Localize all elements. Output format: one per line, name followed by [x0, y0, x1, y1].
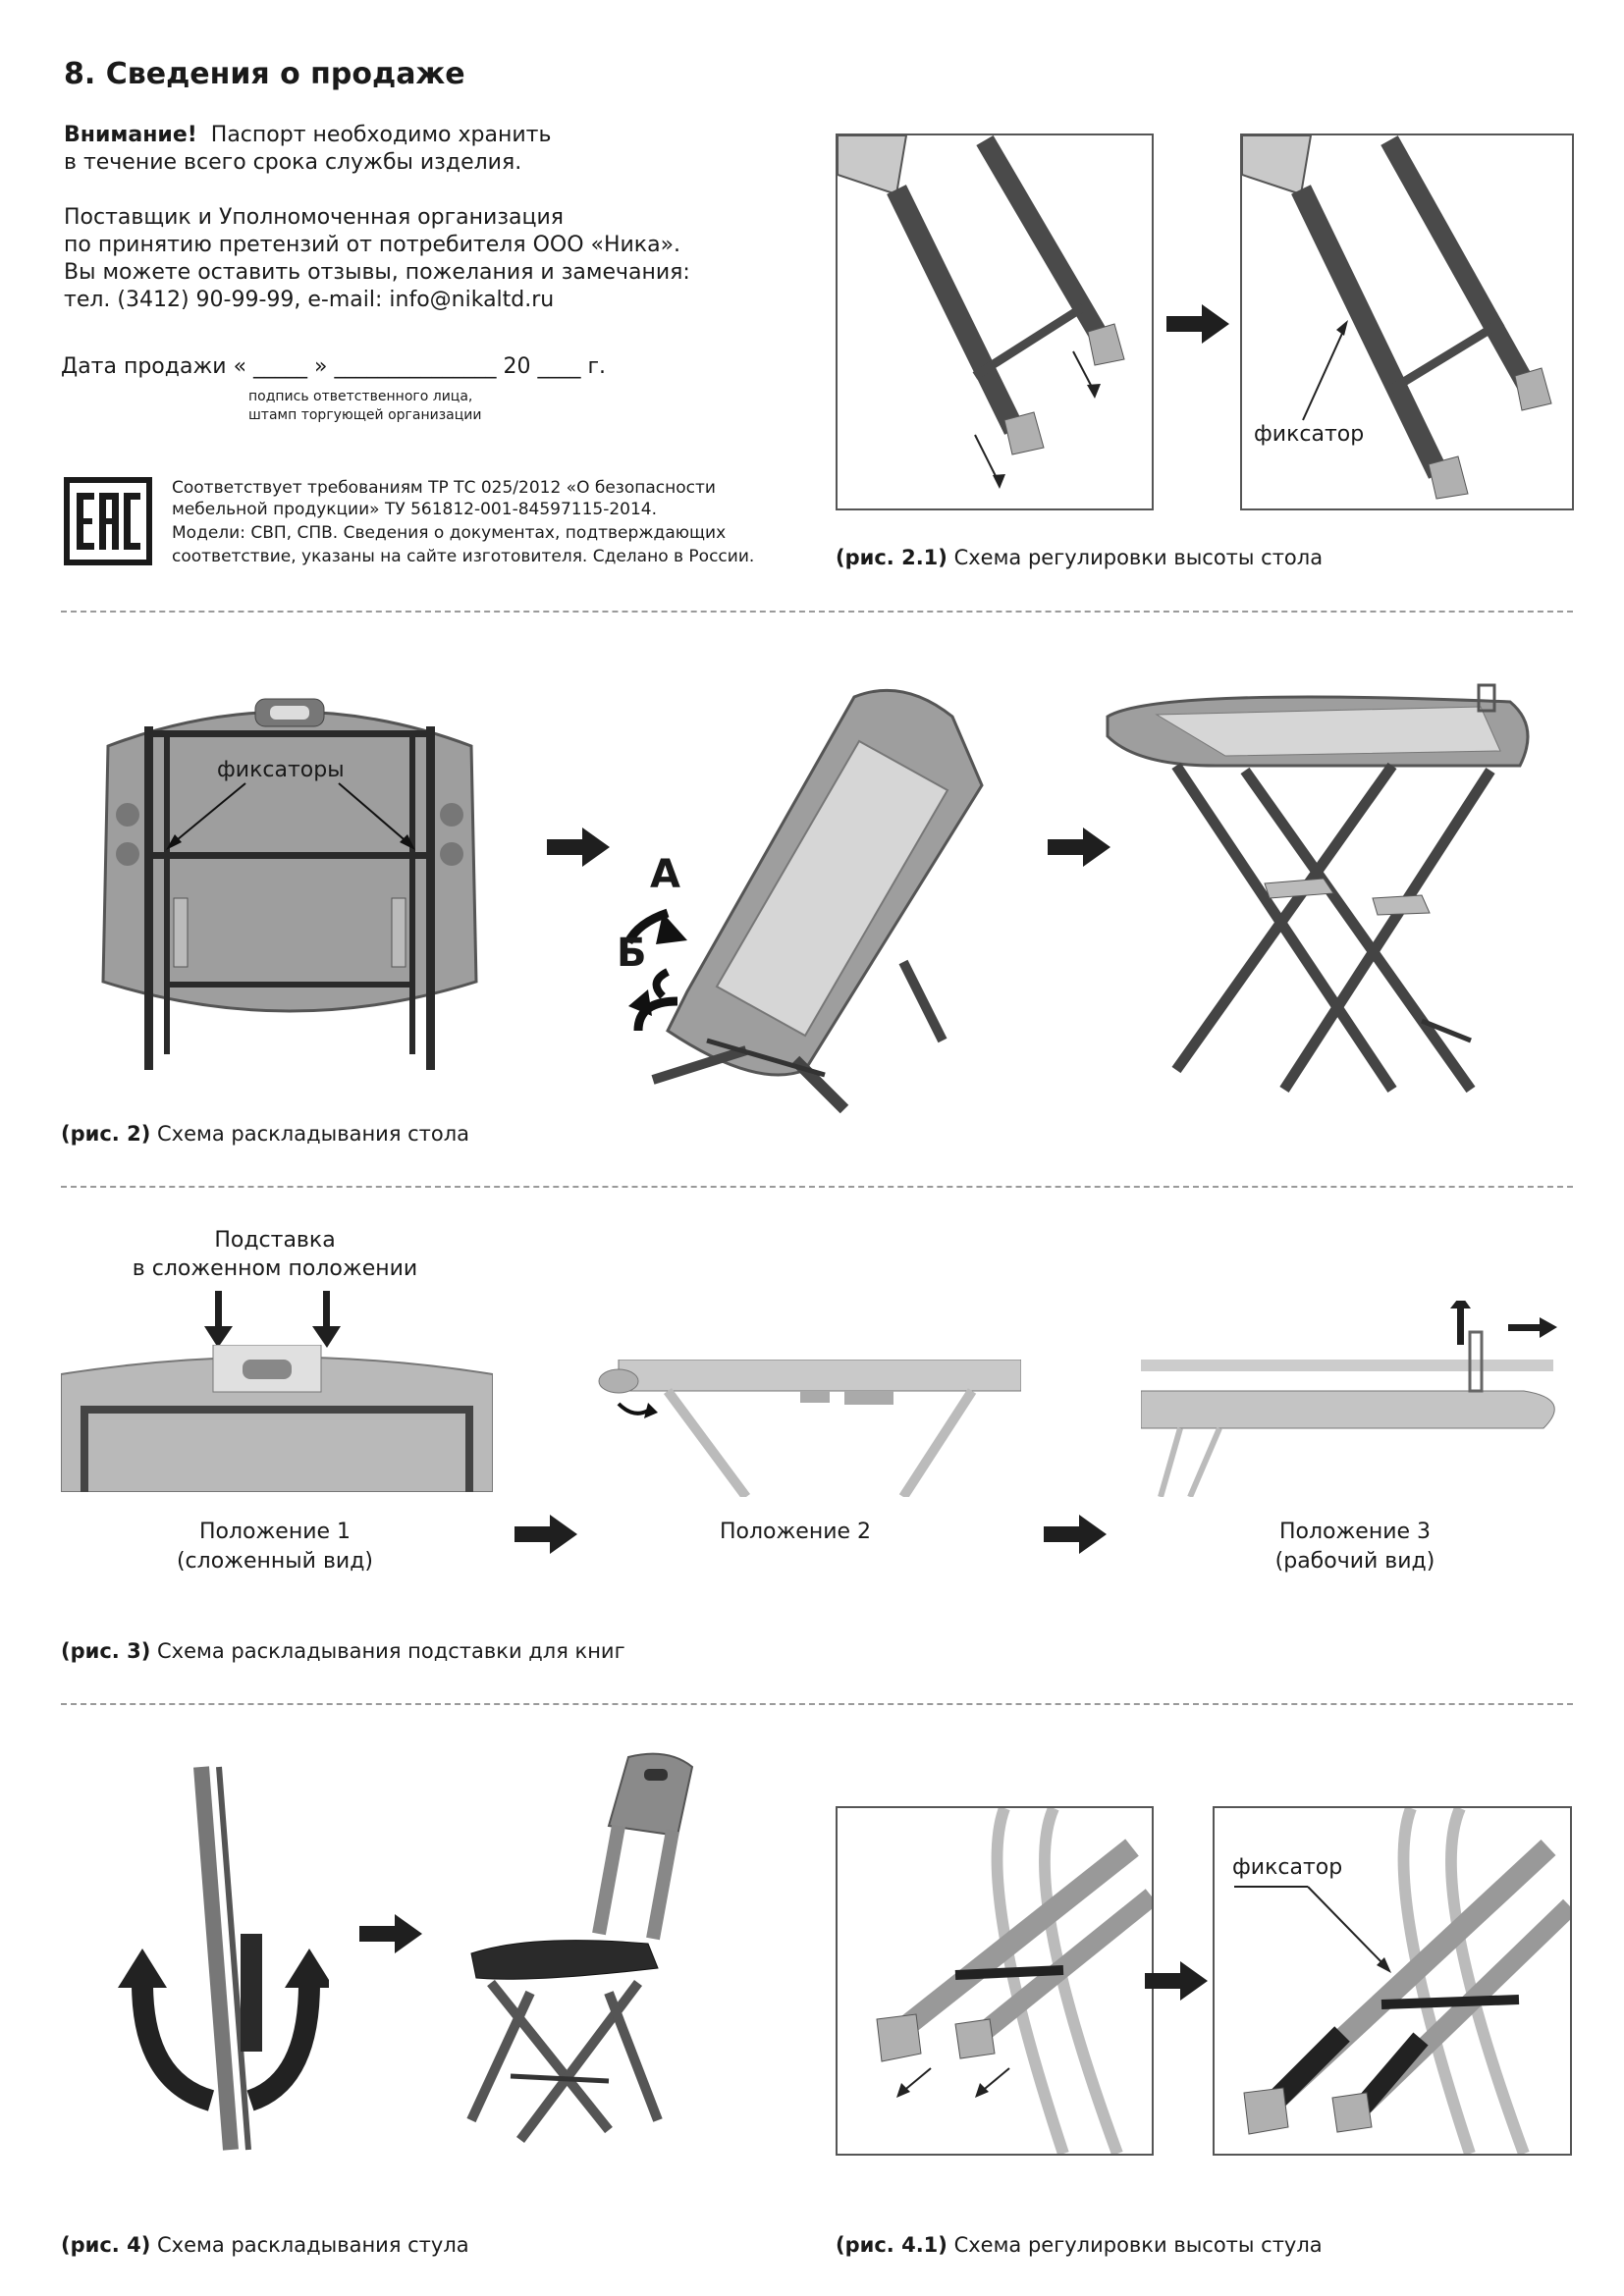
fig-2-1-number: (рис. 2.1): [836, 546, 947, 569]
stand-label-1: Подставка: [214, 1228, 336, 1253]
table-unfolding-illustration: [609, 677, 1041, 1119]
arrow-right-icon: [547, 828, 610, 867]
fig-3-caption: [61, 1639, 625, 1663]
position-1-subtitle: (сложенный вид): [176, 1549, 374, 1574]
fig-2-1-before: [836, 133, 1154, 510]
stand-label-2: в сложенном положении: [132, 1256, 418, 1281]
down-arrows-icon: [201, 1291, 344, 1350]
attention-label: Внимание!: [64, 123, 197, 147]
arrow-right-icon: [1044, 1515, 1107, 1554]
eac-logo: [64, 477, 152, 565]
fixators-label: фиксаторы: [217, 758, 345, 782]
position-1-illustration: [61, 1345, 493, 1492]
fig-4-1-caption: [836, 2233, 1323, 2257]
table-unfolded-illustration: [1098, 677, 1549, 1109]
table-leg-before-illustration: [838, 135, 1152, 508]
divider-3: [61, 1703, 1573, 1705]
folded-chair-illustration: [113, 1757, 329, 2169]
fig-3-caption-text: Схема раскладывания подставки для книг: [156, 1639, 625, 1663]
eac-logo-icon: [64, 477, 152, 565]
attention-line-1: [64, 122, 551, 149]
fixator-label-table: фиксатор: [1254, 422, 1365, 447]
fig-4-caption-text: Схема раскладывания стула: [156, 2233, 469, 2257]
position-3-illustration: [1141, 1301, 1573, 1497]
arrow-right-icon: [1145, 1961, 1208, 2001]
fig-2-caption: [61, 1122, 469, 1146]
fig-2-caption-text: Схема раскладывания стола: [156, 1122, 470, 1146]
letter-b: Б: [617, 931, 647, 976]
position-3-view: [1141, 1301, 1573, 1497]
supplier-line-2: по принятию претензий от потребителя ООО «Ника».: [64, 233, 681, 257]
position-2-illustration: [589, 1360, 1021, 1497]
folded-chair-view: [113, 1757, 329, 2169]
position-3-title: Положение 3: [1278, 1520, 1432, 1544]
arrow-right-icon: [1166, 304, 1229, 344]
unfolded-chair-view: [412, 1747, 746, 2160]
fig-4-caption: [61, 2233, 469, 2257]
fig-2-1-after: [1240, 133, 1574, 510]
fig-2-1-caption-text: Схема регулировки высоты стола: [953, 546, 1324, 569]
fig-4-1-after: [1213, 1806, 1572, 2156]
eac-text-4: соответствие, указаны на сайте изготовителя. Сделано в России.: [172, 547, 755, 566]
chair-leg-before-illustration: [838, 1808, 1152, 2154]
eac-text-2: мебельной продукции» ТУ 561812-001-84597115-2014.: [172, 500, 658, 519]
fig-2-number: (рис. 2): [61, 1122, 151, 1146]
signature-note-2: штамп торгующей организации: [248, 407, 482, 423]
letter-a: А: [650, 852, 680, 897]
attention-text-2: в течение всего срока службы изделия.: [64, 150, 522, 175]
table-leg-after-illustration: [1242, 135, 1572, 508]
eac-text-1: Соответствует требованиям ТР ТС 025/2012 «О безопасности: [172, 478, 716, 498]
supplier-line-1: Поставщик и Уполномоченная организация: [64, 205, 565, 230]
fig-2-1-caption: [836, 546, 1323, 569]
attention-text-1: Паспорт необходимо хранить: [210, 123, 552, 147]
fixator-label-chair: фиксатор: [1232, 1855, 1343, 1880]
unfolded-chair-illustration: [412, 1747, 746, 2160]
divider-2: [61, 1186, 1573, 1188]
supplier-contacts: тел. (3412) 90-99-99, e-mail: info@nikaltd.ru: [64, 288, 555, 312]
table-unfolding-view: [609, 677, 1041, 1119]
position-2-view: [589, 1360, 1021, 1497]
folded-table-front-view: [93, 687, 486, 1080]
fig-4-1-number: (рис. 4.1): [836, 2233, 947, 2257]
position-2-title: Положение 2: [719, 1520, 872, 1544]
eac-text-3: Модели: СВП, СПВ. Сведения о документах, подтверждающих: [172, 523, 727, 543]
position-1-title: Положение 1: [198, 1520, 352, 1544]
fig-4-1-before: [836, 1806, 1154, 2156]
fig-4-1-caption-text: Схема регулировки высоты стула: [953, 2233, 1323, 2257]
table-unfolded-view: [1098, 677, 1549, 1109]
supplier-line-3: Вы можете оставить отзывы, пожелания и замечания:: [64, 260, 690, 285]
section-title: 8. Сведения о продаже: [64, 57, 465, 91]
folded-table-illustration: [93, 687, 486, 1080]
position-3-subtitle: (рабочий вид): [1274, 1549, 1435, 1574]
sale-date-line: Дата продажи « _____ » _______________ 20 ____ г.: [61, 354, 606, 379]
position-1-view: [61, 1345, 493, 1492]
signature-note-1: подпись ответственного лица,: [248, 389, 473, 404]
fig-4-number: (рис. 4): [61, 2233, 151, 2257]
divider-1: [61, 611, 1573, 613]
fig-3-number: (рис. 3): [61, 1639, 151, 1663]
arrow-right-icon: [514, 1515, 577, 1554]
